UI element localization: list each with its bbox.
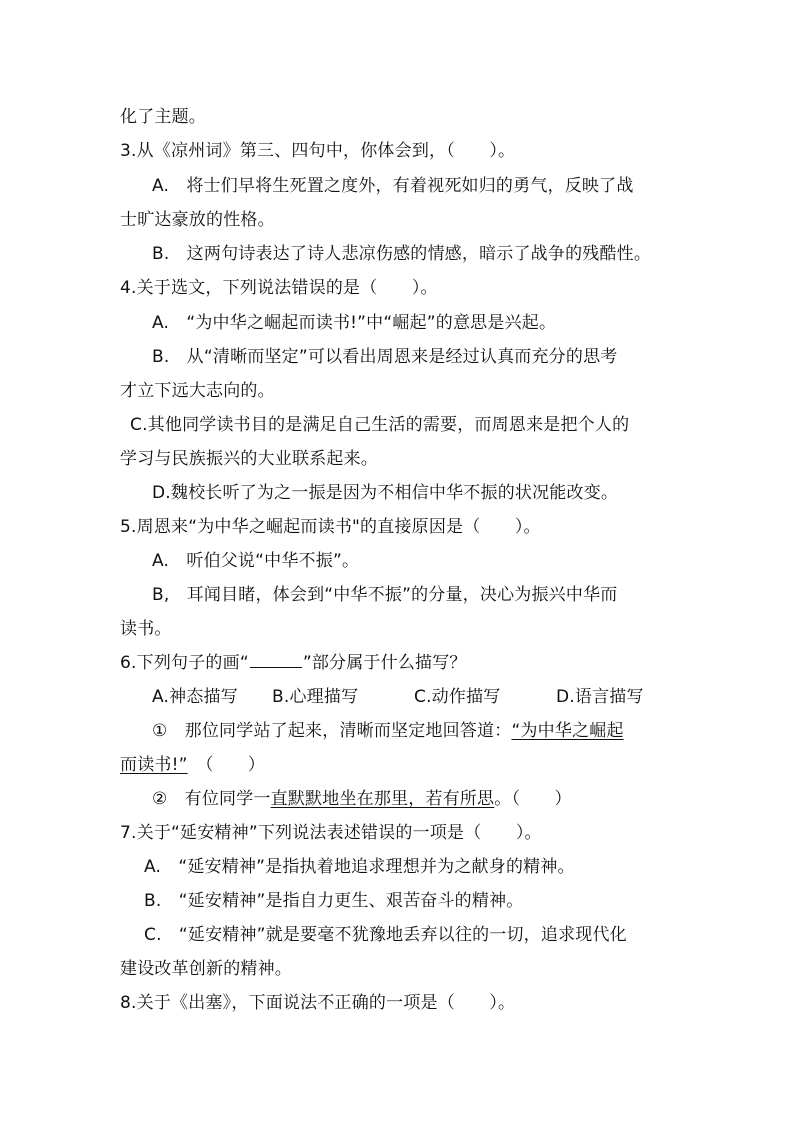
option-c: C. “延安精神”就是要毫不犹豫地丢弃以往的一切，追求现代化 bbox=[144, 925, 627, 945]
option-a: A.神态描写 bbox=[152, 687, 238, 707]
question-7: 7.关于“延安精神”下列说法表述错误的一项是（ ）。 bbox=[120, 823, 542, 843]
question-4: 4.关于选文，下列说法错误的是（ ）。 bbox=[120, 278, 438, 298]
sentence-2: ② 有位同学一直默默地坐在那里，若有所思。（ ） bbox=[152, 789, 572, 809]
option-b: B. 这两句诗表达了诗人悲凉伤感的情感，暗示了战争的残酷性。 bbox=[152, 244, 652, 264]
sentence-1: ① 那位同学站了起来，清晰而坚定地回答道：“为中华之崛起 bbox=[152, 721, 624, 741]
option-c: C.其他同学读书目的是满足自己生活的需要，而周恩来是把个人的 bbox=[130, 415, 630, 435]
option-a: A. “延安精神”是指执着地追求理想并为之献身的精神。 bbox=[144, 857, 575, 877]
question-6: 6.下列句子的画“ ”部分属于什么描写？ bbox=[120, 653, 467, 673]
option-a: A. 将士们早将生死置之度外，有着视死如归的勇气，反映了战 bbox=[152, 176, 634, 196]
option-a: A. “为中华之崛起而读书!”中“崛起”的意思是兴起。 bbox=[152, 313, 557, 333]
text-line: 而读书!” （ ） bbox=[120, 755, 266, 775]
answer-blank bbox=[250, 653, 302, 668]
option-b: B. “延安精神”是指自力更生、艰苦奋斗的精神。 bbox=[144, 891, 524, 911]
question-3: 3.从《凉州词》第三、四句中，你体会到，（ ）。 bbox=[120, 141, 516, 161]
question-8: 8.关于《出塞》，下面说法不正确的一项是（ ）。 bbox=[120, 993, 516, 1013]
option-b: B, 耳闻目睹，体会到“中华不振”的分量，决心为振兴中华而 bbox=[152, 585, 618, 605]
text-line: 读书。 bbox=[120, 619, 172, 639]
text-line: 化了主题。 bbox=[120, 107, 206, 127]
option-b: B.心理描写 bbox=[272, 687, 359, 707]
option-d: D.语言描写 bbox=[556, 687, 644, 707]
option-d: D.魏校长听了为之一振是因为不相信中华不振的状况能改变。 bbox=[152, 483, 619, 503]
option-c: C.动作描写 bbox=[414, 687, 501, 707]
text-line: 学习与民族振兴的大业联系起来。 bbox=[120, 449, 378, 469]
text-line: 士旷达豪放的性格。 bbox=[120, 210, 275, 230]
question-5: 5.周恩来“为中华之崛起而读书"的直接原因是（ ）。 bbox=[120, 517, 541, 537]
option-b: B. 从“清晰而坚定”可以看出周恩来是经过认真而充分的思考 bbox=[152, 347, 618, 367]
option-a: A. 听伯父说“中华不振”。 bbox=[152, 551, 360, 571]
text-line: 才立下远大志向的。 bbox=[120, 381, 275, 401]
text-line: 建设改革创新的精神。 bbox=[120, 959, 292, 979]
